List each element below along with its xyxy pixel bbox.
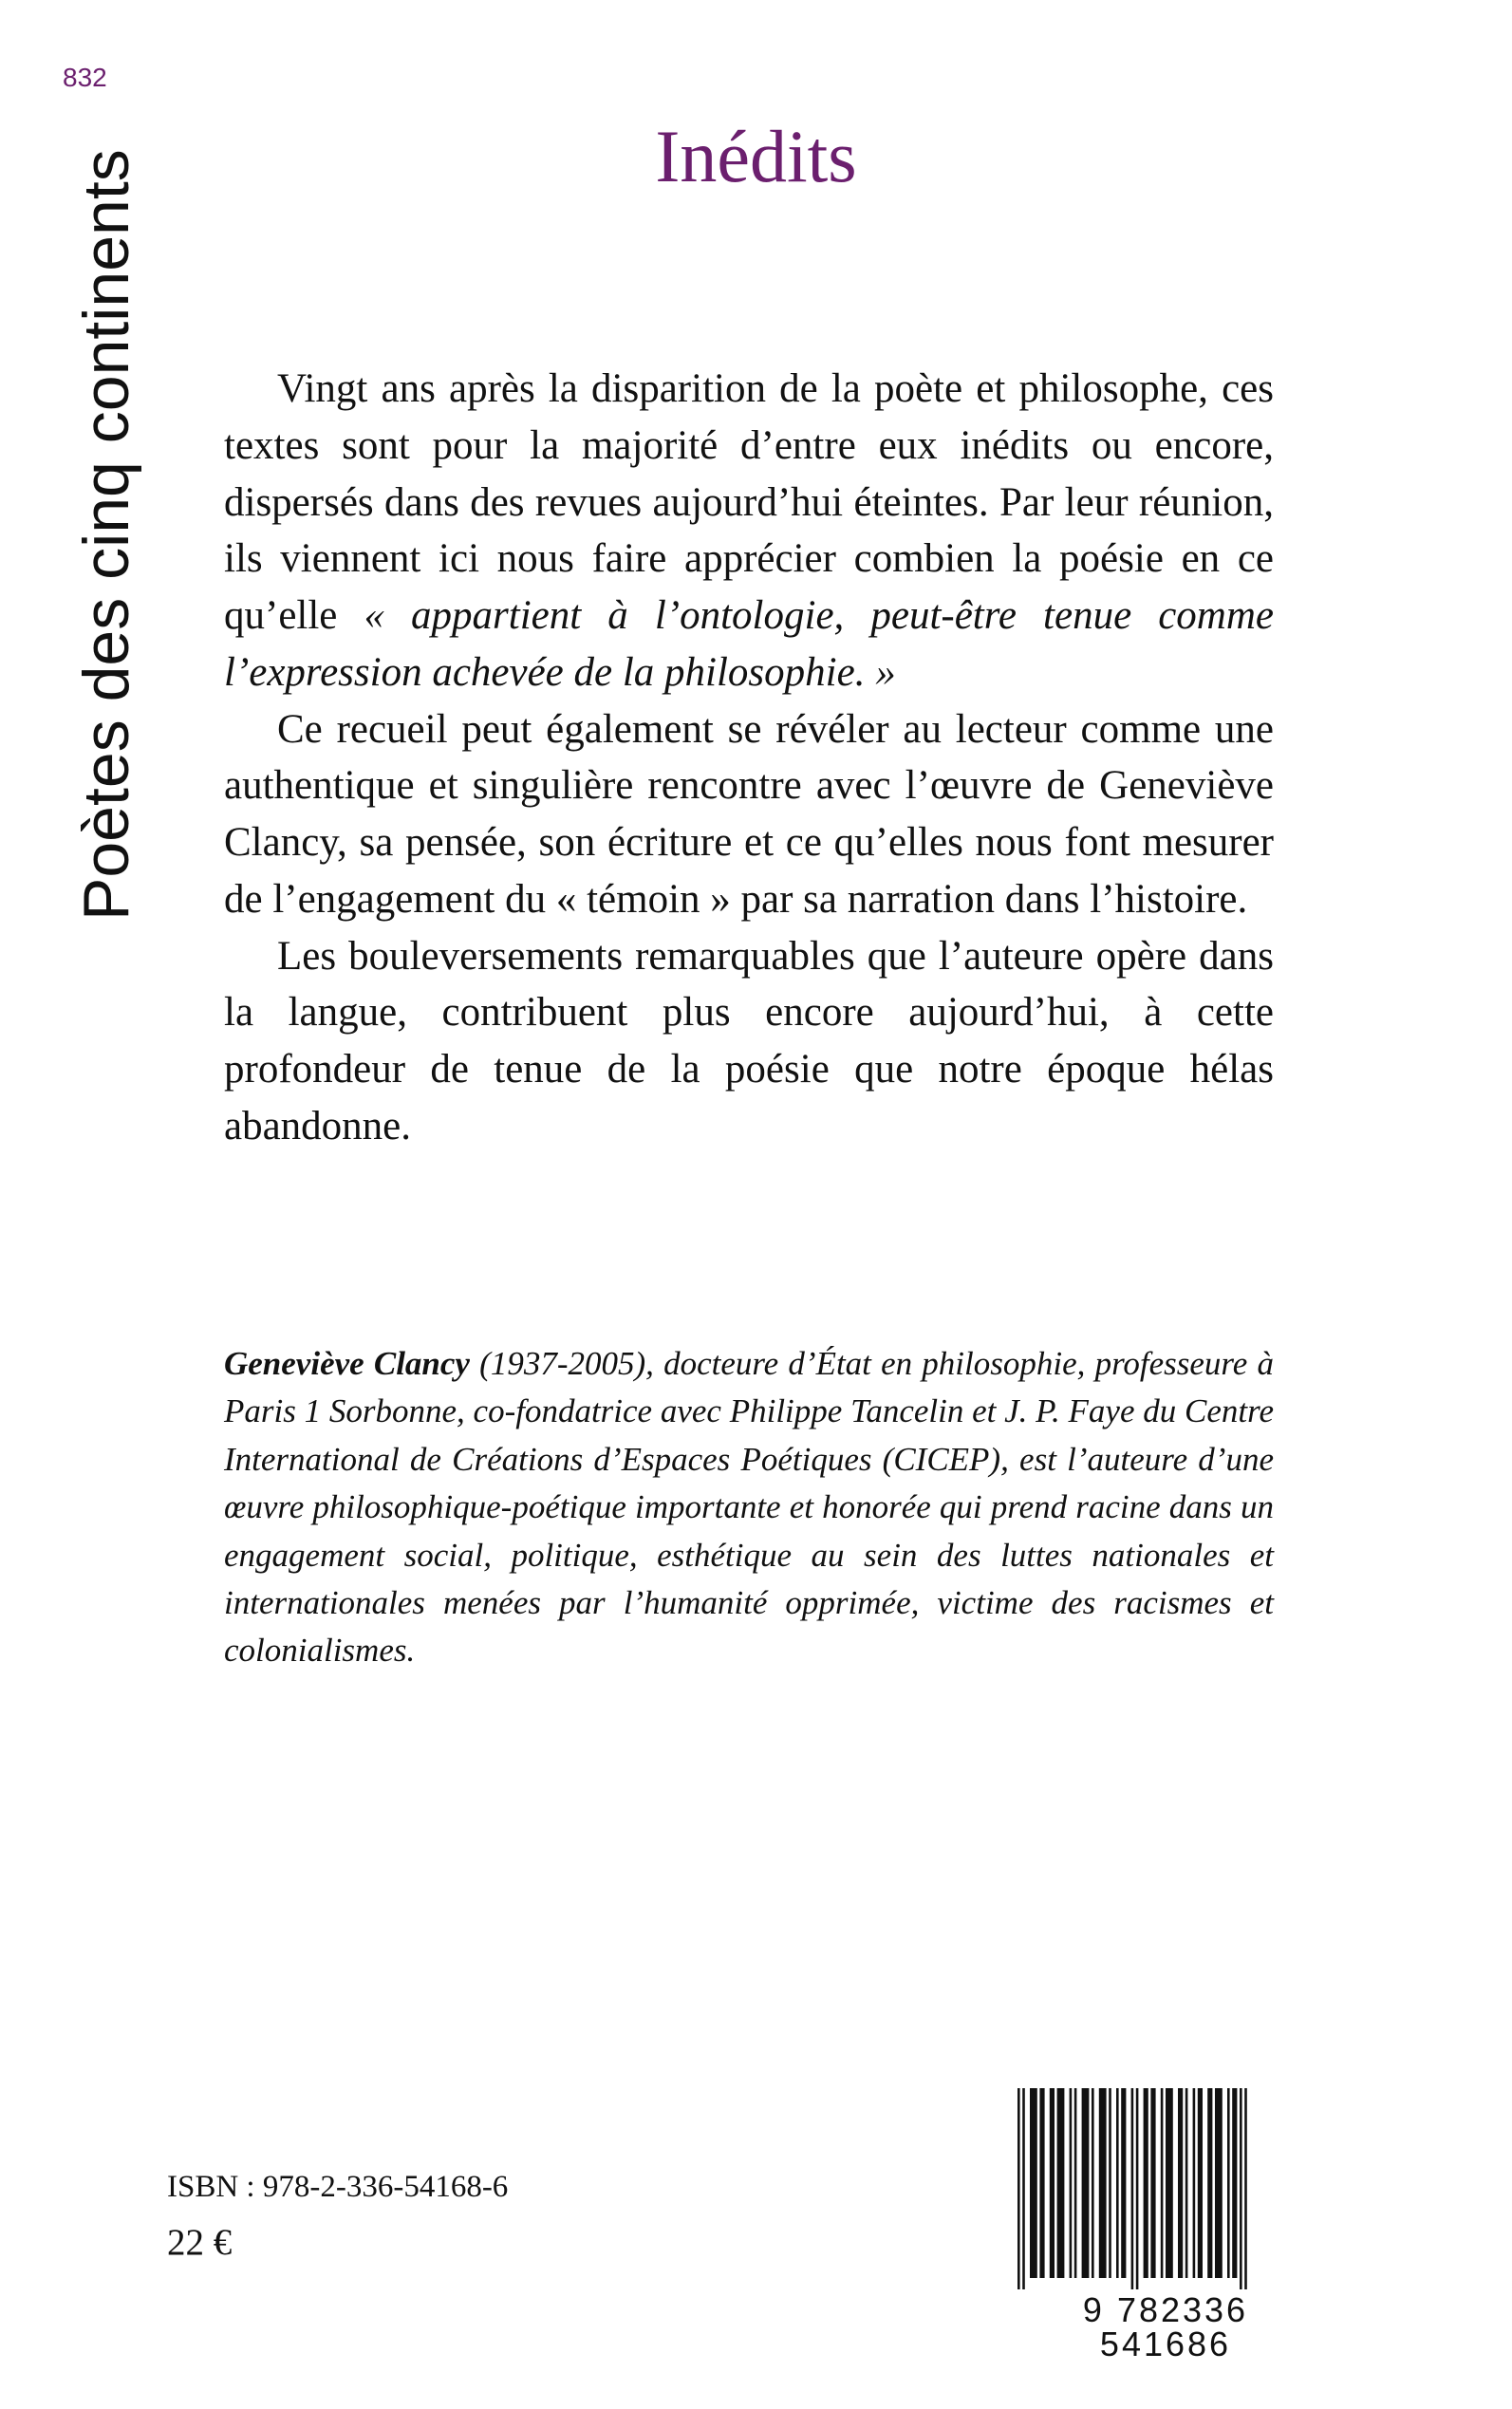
barcode-bar xyxy=(1082,2088,1090,2278)
barcode-bar xyxy=(1161,2088,1164,2278)
barcode-bar xyxy=(1240,2088,1242,2289)
author-bio xyxy=(224,1340,1274,1675)
blurb-quote: « appartient à l’ontologie, peut-être tenue comme l’expression achevée de la philosophie. » xyxy=(224,593,1275,695)
barcode-bar xyxy=(1215,2088,1223,2278)
barcode xyxy=(1014,2088,1317,2363)
barcode-bar xyxy=(1070,2088,1073,2278)
barcode-bar xyxy=(1178,2088,1183,2278)
barcode-bar xyxy=(1144,2088,1148,2278)
blurb-paragraph-1-text: Vingt ans après la disparition de la poète et philosophe, ces textes sont pour la majorité d’entre eux inédits ou encore, dispersés dans des revues aujourd’hui éteintes. Par leur réunion, ils viennent ici nous faire apprécier combien la poésie en ce qu’elle xyxy=(224,366,1274,639)
author-bio-text: (1937-2005), docteure d’État en philosophie, professeure à Paris 1 Sorbonne, co-fondatrice avec Philippe Tancelin et J. P. Faye du Centre International de Créations d’Espaces Poétiques (CICEP), est l’auteure d’une œuvre philosophique-poétique importante et honorée qui prend racine dans un engagement social, politique, esthétique au sein des luttes nationales et internationales menées par l’humanité opprimée, victime des racismes et colonialismes. xyxy=(224,1345,1274,1670)
barcode-bar xyxy=(1121,2088,1126,2278)
series-number: 832 xyxy=(63,63,107,92)
barcode-bar xyxy=(1050,2088,1055,2278)
barcode-bar xyxy=(1022,2088,1025,2289)
barcode-bar xyxy=(1232,2088,1237,2278)
price: 22 € xyxy=(167,2222,233,2263)
barcode-bars xyxy=(1014,2088,1317,2289)
barcode-bar xyxy=(1030,2088,1037,2278)
barcode-bar xyxy=(1185,2088,1188,2278)
barcode-bar xyxy=(1136,2088,1139,2289)
blurb-paragraph-1 xyxy=(224,361,1274,701)
barcode-bar xyxy=(1017,2088,1020,2289)
barcode-bar xyxy=(1150,2088,1155,2278)
barcode-bar xyxy=(1227,2088,1230,2278)
barcode-bar xyxy=(1166,2088,1173,2278)
blurb-paragraph-2: Ce recueil peut également se révéler au lecteur comme une authentique et singulière rencontre avec l’œuvre de Geneviève Clancy, sa pensée, son écriture et ce qu’elles nous font mesurer de l’engagement du « témoin » par sa narration dans l’histoire. xyxy=(224,706,1274,922)
barcode-bar xyxy=(1057,2088,1065,2278)
barcode-number: 9 782336 541686 xyxy=(1082,2290,1249,2363)
barcode-bar xyxy=(1244,2088,1247,2289)
barcode-bar xyxy=(1074,2088,1077,2278)
barcode-bar xyxy=(1039,2088,1044,2278)
isbn: ISBN : 978-2-336-54168-6 xyxy=(167,2170,509,2204)
barcode-bar xyxy=(1109,2088,1111,2278)
author-name: Geneviève Clancy xyxy=(224,1345,470,1382)
barcode-bar xyxy=(1131,2088,1134,2289)
barcode-bar xyxy=(1193,2088,1196,2278)
barcode-bar xyxy=(1099,2088,1107,2278)
barcode-bar xyxy=(1198,2088,1203,2278)
barcode-bar xyxy=(1207,2088,1212,2278)
book-title: Inédits xyxy=(655,115,857,197)
blurb xyxy=(224,361,1274,1155)
barcode-bar xyxy=(1092,2088,1094,2278)
blurb-paragraph-3: Les bouleversements remarquables que l’auteure opère dans la langue, contribuent plus encore aujourd’hui, à cette profondeur de tenue de la poésie que notre époque hélas abandonne. xyxy=(224,933,1274,1148)
barcode-bar xyxy=(1116,2088,1119,2278)
series-title: Poètes des cinq continents xyxy=(70,149,142,921)
